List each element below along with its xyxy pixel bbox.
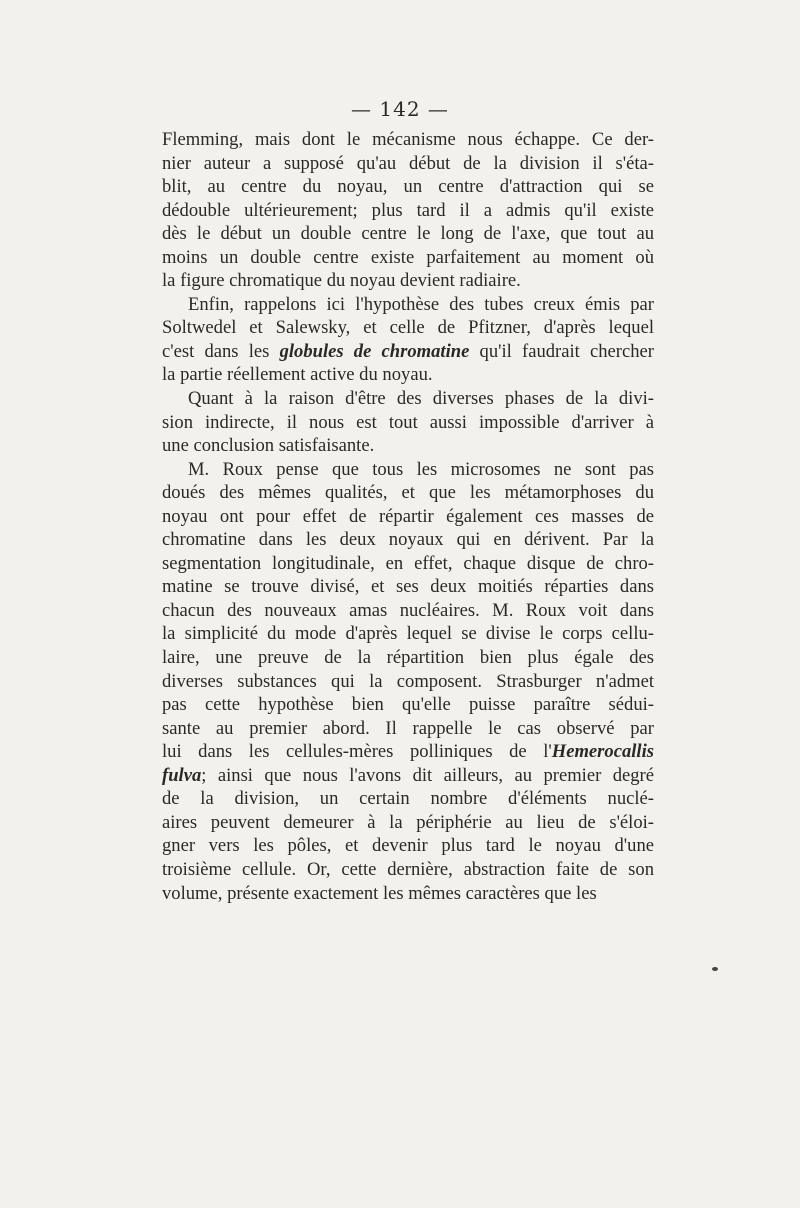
text-line: blit, au centre du noyau, un centre d'attraction qui se [162,176,654,198]
text-line: la partie réellement active du noyau. [162,364,433,386]
text-line: une conclusion satisfaisante. [162,435,375,457]
text-line: noyau ont pour effet de répartir également ces masses de [162,505,654,527]
text-line: laire, une preuve de la répartition bien plus égale des [162,647,654,669]
text-line: sion indirecte, il nous est tout aussi impossible d'arriver à [162,411,654,433]
text-line: moins un double centre existe parfaitement au moment où [162,246,654,268]
body-text [162,128,654,905]
text-line: troisième cellule. Or, cette dernière, abstraction faite de son [162,858,654,880]
text-line: la simplicité du mode d'après lequel se divise le corps cellu- [162,623,654,645]
text-line: chromatine dans les deux noyaux qui en dérivent. Par la [162,529,654,551]
text-line: M. Roux pense que tous les microsomes ne sont pas [188,458,654,480]
text-line: Enfin, rappelons ici l'hypothèse des tubes creux émis par [188,293,654,315]
text-line: de la division, un certain nombre d'éléments nuclé- [162,788,654,810]
text-line: doués des mêmes qualités, et que les métamorphoses du [162,482,654,504]
text-line: segmentation longitudinale, en effet, chaque disque de chro- [162,552,654,574]
text-line: nier auteur a supposé qu'au début de la division il s'éta- [162,152,654,174]
text-line: gner vers les pôles, et devenir plus tard le noyau d'une [162,835,654,857]
emphasized-term: fulva [162,764,202,786]
text-line: matine se trouve divisé, et ses deux moitiés réparties dans [162,576,654,598]
emphasized-term: globules de chromatine [279,340,470,362]
text-line: Quant à la raison d'être des diverses phases de la divi- [188,388,654,410]
page-number: — 142 — [351,97,449,121]
text-line: dès le début un double centre le long de l'axe, que tout au [162,223,654,245]
text-line: aires peuvent demeurer à la périphérie au lieu de s'éloi- [162,811,654,833]
text-line: c'est dans les globules de chromatine qu'il faudrait chercher [162,340,654,362]
text-line: chacun des nouveaux amas nucléaires. M. Roux voit dans [162,599,654,621]
text-line: diverses substances qui la composent. Strasburger n'admet [162,670,654,692]
text-line: la figure chromatique du noyau devient radiaire. [162,270,521,292]
text-line: fulva; ainsi que nous l'avons dit ailleurs, au premier degré [162,764,654,786]
text-line: lui dans les cellules-mères polliniques de l'Hemerocallis [162,741,654,763]
text-line: dédouble ultérieurement; plus tard il a admis qu'il existe [162,199,654,221]
text-line: Soltwedel et Salewsky, et celle de Pfitzner, d'après lequel [162,317,654,339]
text-line: pas cette hypothèse bien qu'elle puisse paraître sédui- [162,694,654,716]
text-line: volume, présente exactement les mêmes caractères que les [162,882,597,904]
text-line: Flemming, mais dont le mécanisme nous échappe. Ce der- [162,129,654,150]
text-line: sante au premier abord. Il rappelle le cas observé par [162,717,654,739]
emphasized-term: Hemerocallis [551,741,654,763]
ink-speck [712,967,718,971]
